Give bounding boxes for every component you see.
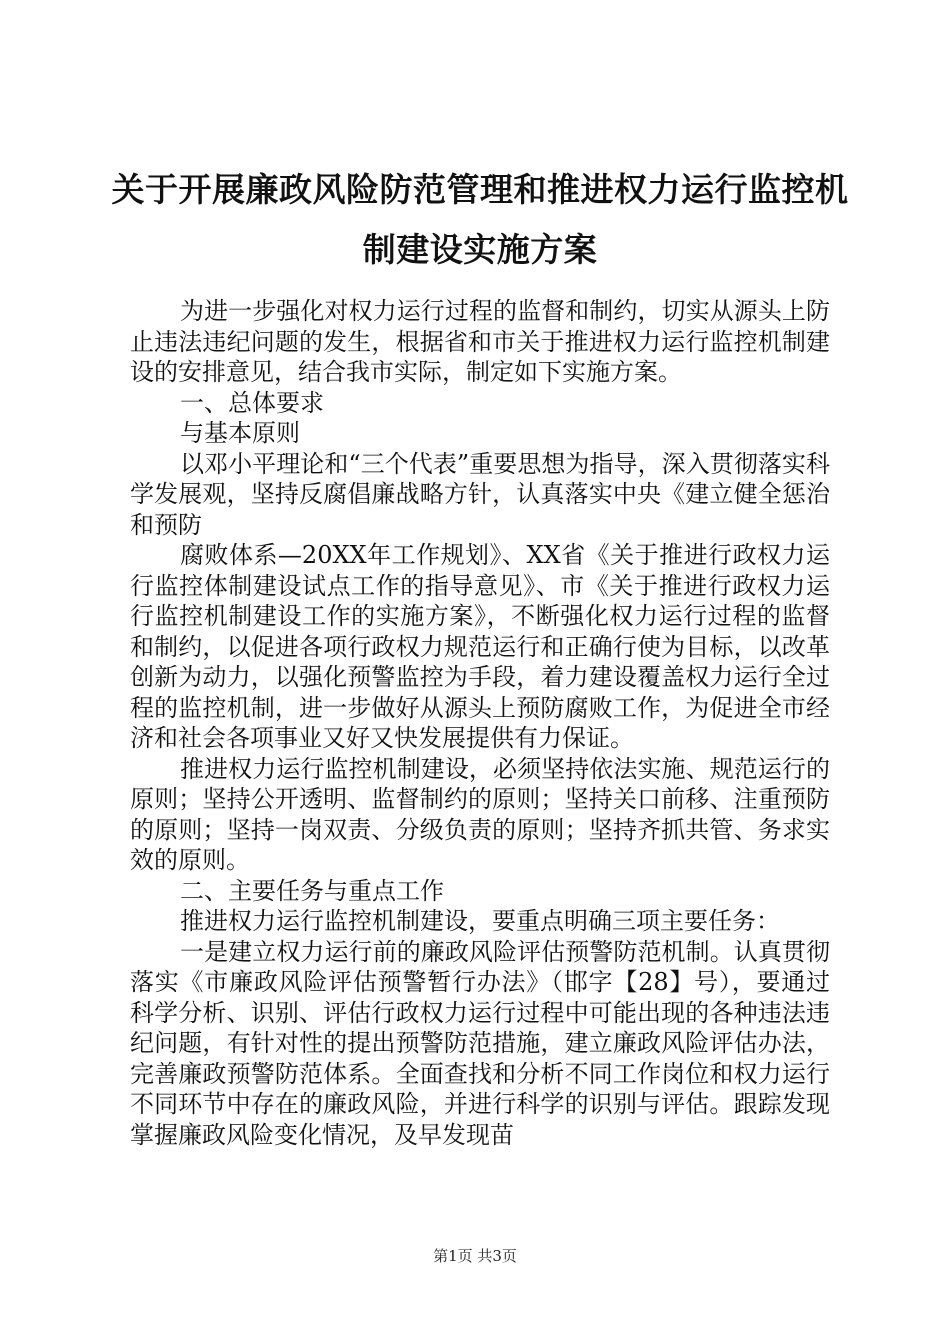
section-heading-2: 二、主要任务与重点工作 xyxy=(180,876,444,905)
section-heading-1-continued: 与基本原则 xyxy=(180,419,300,447)
paragraph-tasks-intro: 推进权力运行监控机制建设，要重点明确三项主要任务： xyxy=(180,907,780,935)
paragraph-task-one: 一是建立权力运行前的廉政风险评估预警防范机制。认真贯彻落实《市廉政风险评估预警暂行办法》（邯字【28】号），要通过科学分析、识别、评估行政权力运行过程中可能出现的各种违法违纪问题，有针对性的提出预警防范措施，建立廉政风险评估办法，完善廉政预警防范体系。全面查找和分析不同工作岗位和权力运行不同环节中存在的廉政风险，并进行科学的识别与评估。跟踪发现掌握廉政风险变化情况，及早发现苗 xyxy=(130,937,830,1149)
document-body xyxy=(130,296,830,1150)
paragraph-guiding-thought: 以邓小平理论和“三个代表”重要思想为指导，深入贯彻落实科学发展观，坚持反腐倡廉战略方针，认真落实中央《建立健全惩治和预防 xyxy=(130,449,830,539)
paragraph-principles: 推进权力运行监控机制建设，必须坚持依法实施、规范运行的原则；坚持公开透明、监督制约的原则；坚持关口前移、注重预防的原则；坚持一岗双责、分级负责的原则；坚持齐抓共管、务求实效的原则。 xyxy=(130,754,830,874)
document-title: 关于开展廉政风险防范管理和推进权力运行监控机制建设实施方案 xyxy=(111,170,849,269)
paragraph-goals: 腐败体系—20XX年工作规划》、XX省《关于推进行政权力运行监控体制建设试点工作的指导意见》、市《关于推进行政权力运行监控机制建设工作的实施方案》，不断强化权力运行过程的监督和制约，以促进各项行政权力规范运行和正确行使为目标，以改革创新为动力，以强化预警监控为手段，着力建设覆盖权力运行全过程的监控机制，进一步做好从源头上预防腐败工作，为促进全市经济和社会各项事业又好又快发展提供有力保证。 xyxy=(130,541,830,752)
section-heading-1: 一、总体要求 xyxy=(180,388,324,417)
paragraph-intro: 为进一步强化对权力运行过程的监督和制约，切实从源头上防止违法违纪问题的发生，根据省和市关于推进权力运行监控机制建设的安排意见，结合我市实际，制定如下实施方案。 xyxy=(130,297,830,386)
page-number: 第1页 共3页 xyxy=(433,1247,517,1265)
